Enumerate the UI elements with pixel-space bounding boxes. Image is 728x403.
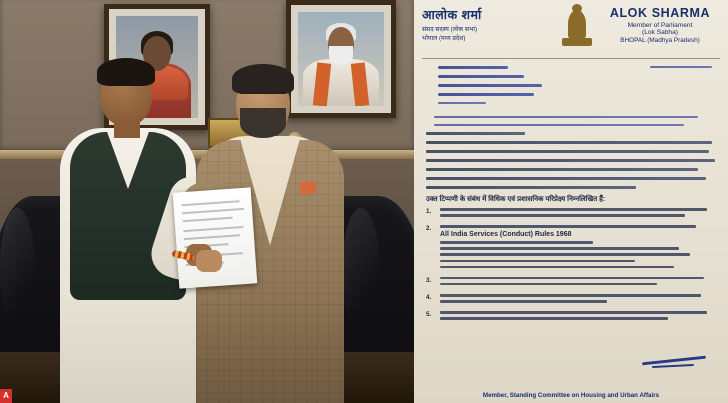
pocket-square bbox=[299, 181, 317, 195]
handwritten-subject-2 bbox=[434, 124, 684, 126]
list-item-number: 4. bbox=[426, 293, 432, 301]
list-item bbox=[426, 311, 718, 323]
letterhead-hindi-line2: संसद सदस्य (लोक सभा) bbox=[422, 26, 478, 33]
letterhead-english-line2: Member of Parliament bbox=[627, 22, 693, 29]
signature bbox=[642, 355, 712, 373]
list-item bbox=[426, 294, 718, 306]
list-item bbox=[426, 208, 718, 220]
letterhead-english-line3: (Lok Sabha) bbox=[642, 29, 678, 36]
handwritten-subject-1 bbox=[434, 116, 698, 118]
handwritten-salutation bbox=[438, 66, 508, 69]
letterhead-hindi bbox=[422, 6, 542, 44]
scanned-letter-panel bbox=[414, 0, 728, 403]
person-right-hand bbox=[196, 250, 222, 272]
framed-portrait-prime-minister bbox=[286, 0, 396, 118]
list-item-number: 2. bbox=[426, 225, 432, 233]
handwritten-date bbox=[650, 66, 712, 68]
state-emblem-icon bbox=[560, 4, 594, 52]
list-item-text bbox=[440, 294, 718, 306]
list-item bbox=[426, 277, 718, 289]
letter-section-heading: उक्त टिप्पणी के संबंध में विधिक एवं प्रशासनिक परिप्रेक्ष्य निम्नलिखित हैं: bbox=[426, 196, 606, 203]
person-right-hair bbox=[232, 64, 294, 94]
letterhead-english-line4: BHOPAL (Madhya Pradesh) bbox=[620, 37, 700, 44]
person-right-beard bbox=[240, 108, 286, 138]
list-item-number: 3. bbox=[426, 276, 432, 284]
list-item-text bbox=[440, 208, 718, 220]
held-letter bbox=[173, 187, 258, 288]
list-item-text bbox=[440, 311, 718, 323]
list-item bbox=[426, 225, 718, 272]
letterhead-divider bbox=[422, 58, 720, 59]
eyeglasses-icon bbox=[240, 92, 286, 105]
corner-badge: A bbox=[0, 389, 12, 403]
handwritten-addressee-line1 bbox=[438, 75, 524, 78]
handwritten-addressee-line4 bbox=[438, 102, 486, 104]
list-item-text bbox=[440, 277, 718, 289]
letterhead-hindi-name: आलोक शर्मा bbox=[422, 8, 482, 22]
list-item-number: 1. bbox=[426, 208, 432, 215]
handwritten-addressee-line2 bbox=[438, 84, 542, 87]
letterhead-english bbox=[598, 6, 722, 44]
letterhead-english-name: ALOK SHARMA bbox=[609, 6, 711, 20]
letter-body bbox=[426, 132, 718, 328]
handwritten-addressee-line3 bbox=[438, 93, 534, 96]
person-left-hair bbox=[97, 58, 155, 86]
rule-reference: All India Services (Conduct) Rules 1968 bbox=[440, 231, 572, 239]
list-item-text bbox=[440, 225, 718, 272]
letterhead bbox=[414, 0, 728, 62]
list-item-number: 5. bbox=[426, 311, 432, 319]
portrait-image bbox=[298, 12, 384, 106]
handwritten-block bbox=[428, 64, 716, 132]
letterhead-footer: Member, Standing Committee on Housing and Urban Affairs bbox=[482, 392, 660, 399]
letterhead-hindi-line3: भोपाल (मध्य प्रदेश) bbox=[422, 35, 466, 43]
